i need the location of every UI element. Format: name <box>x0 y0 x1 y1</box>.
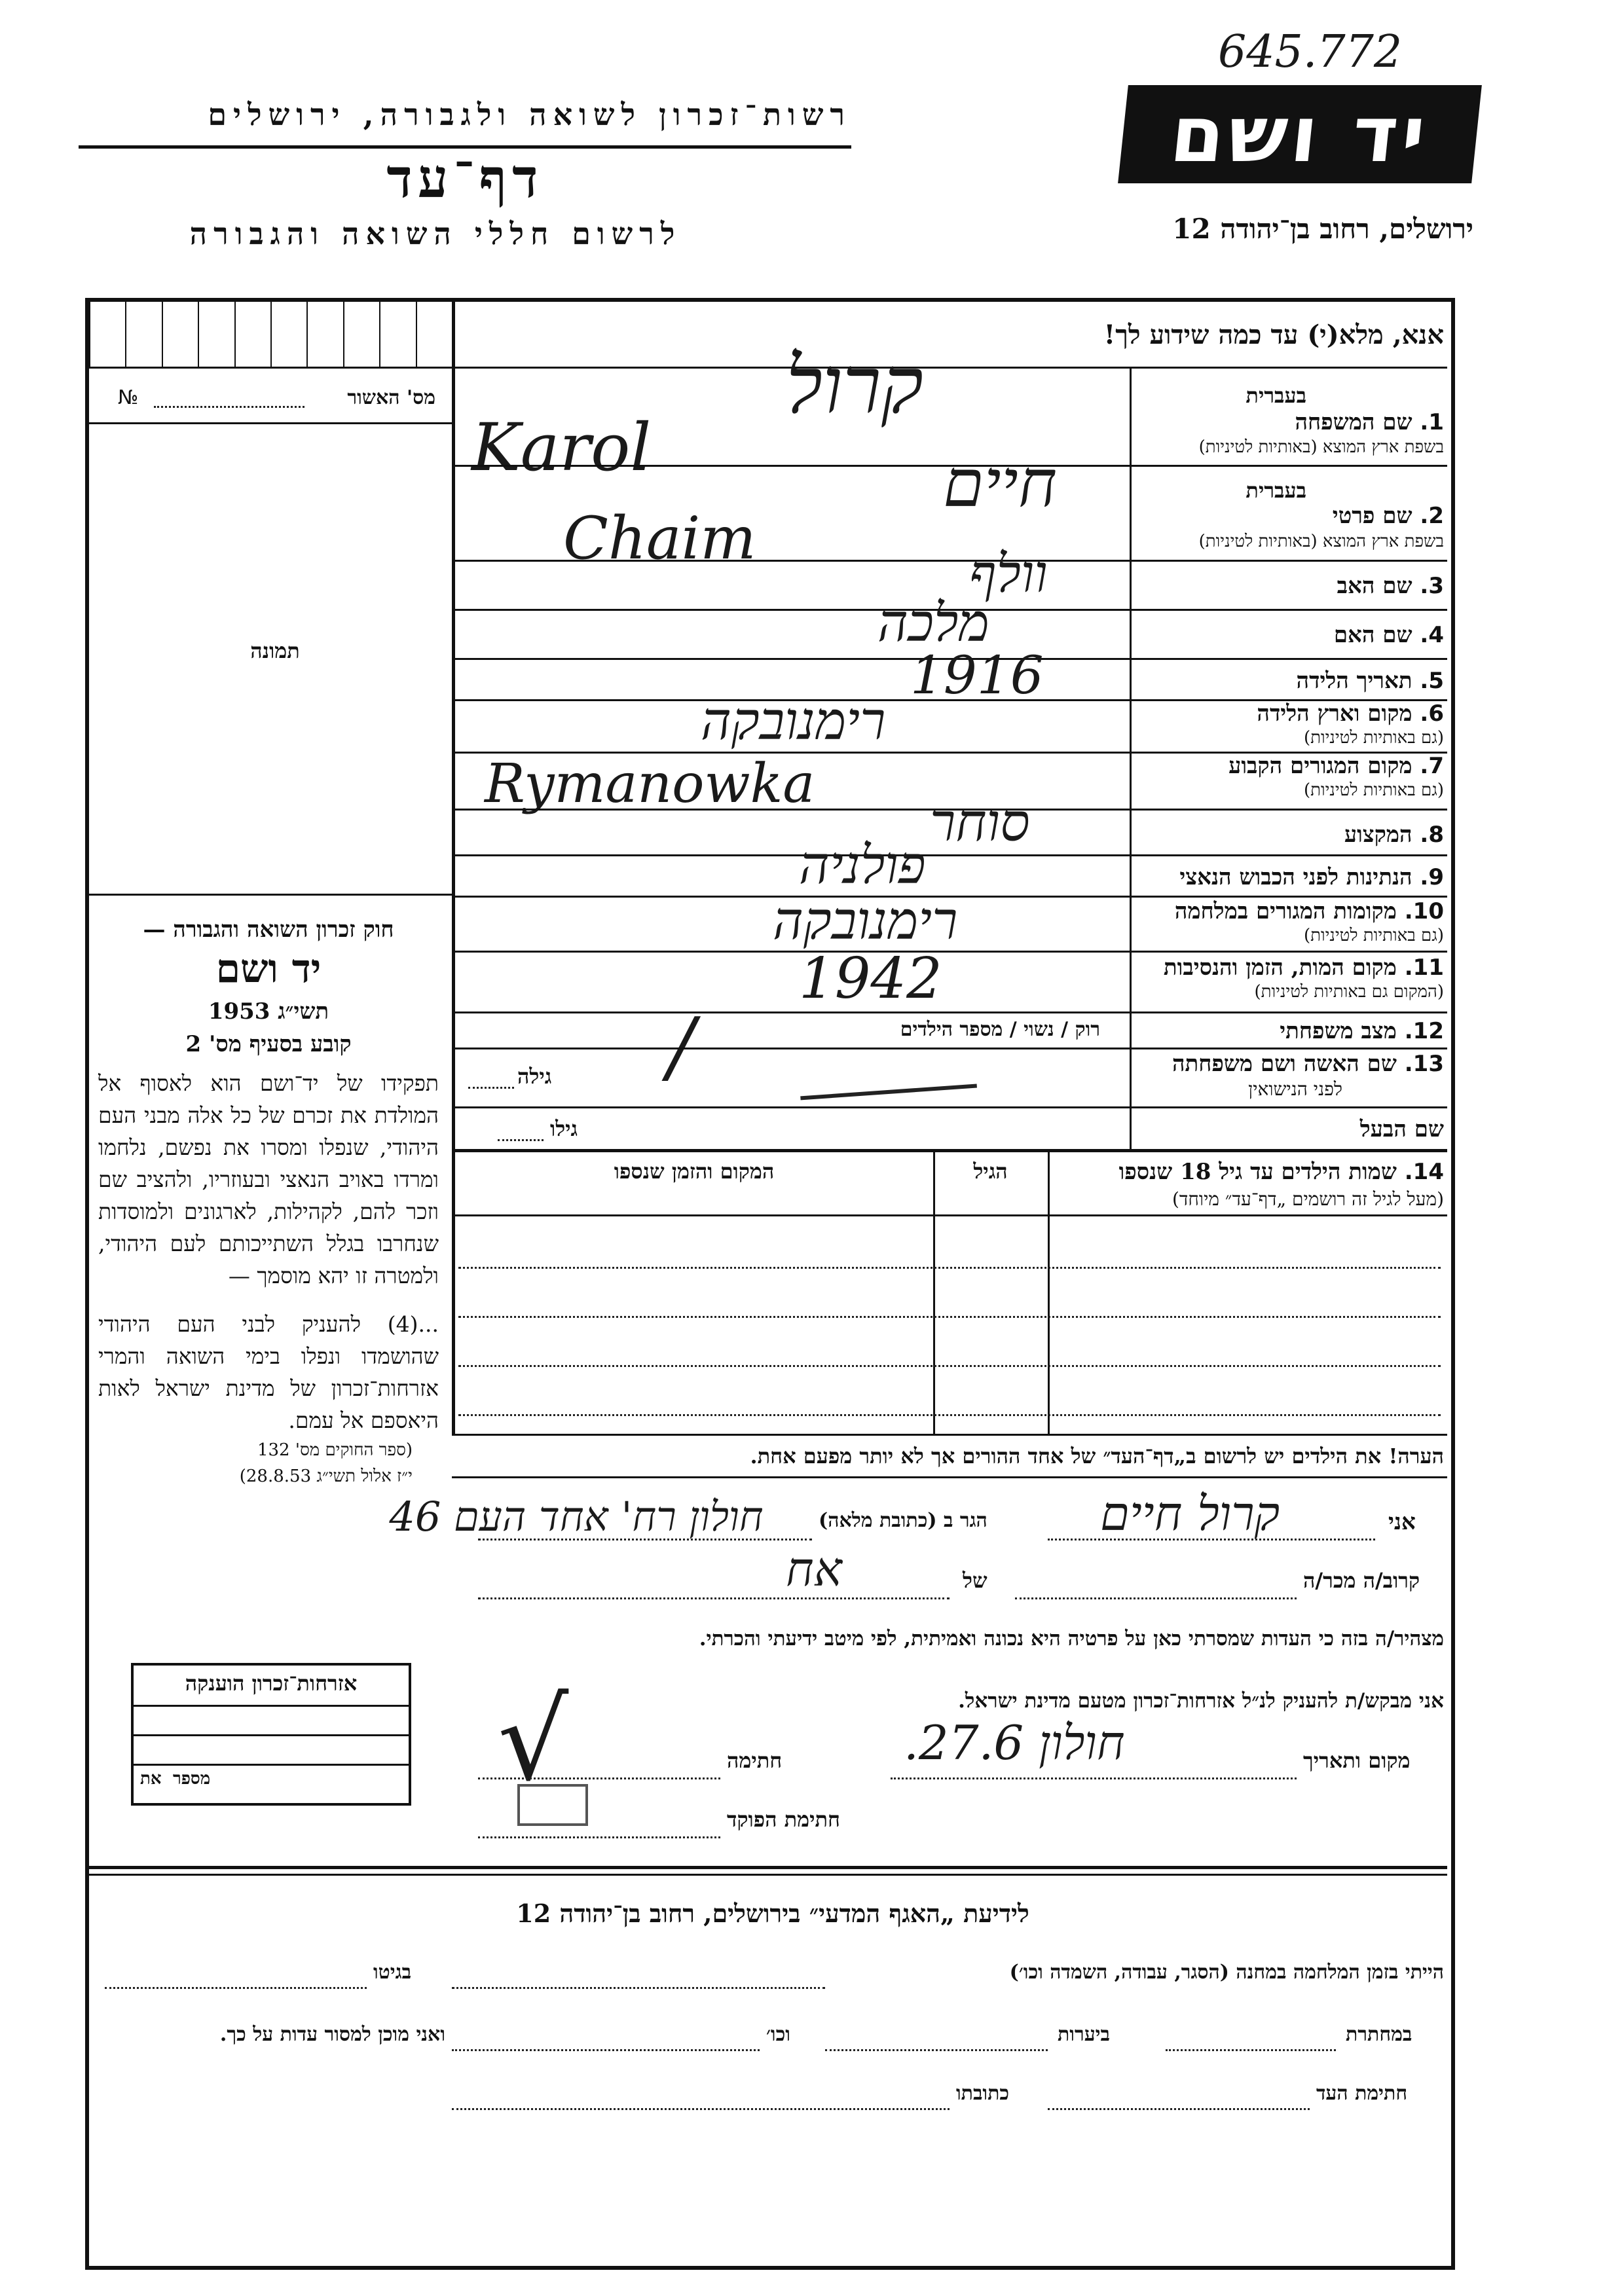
yad-vashem-logo <box>1118 85 1482 183</box>
field-7-label-text: מקום המגורים הקבוע <box>1228 753 1412 779</box>
field-10-num: 10. <box>1404 898 1444 924</box>
children-sub: (מעל לגיל זה רושמים „דף־עד״ מיוחד) <box>1172 1188 1444 1210</box>
signature-label: חתימה <box>727 1748 783 1773</box>
field-11-label-text: מקום המות, הזמן והנסיבות <box>1163 955 1397 981</box>
scientific-title: לידיעת „האגף המדעי״ בירושלים, רחוב בן־יהודה 12 <box>516 1899 1029 1928</box>
of-line <box>478 1597 950 1599</box>
field-5-label <box>1297 668 1444 694</box>
field-3-value[interactable]: וולף <box>969 543 1048 604</box>
field-12-label <box>1280 1018 1444 1044</box>
field-11-num: 11. <box>1404 955 1444 981</box>
declaration-text: מצהיר/ה בזה כי העדות שמסרתי כאן על פרטיה היא נכונה ואמיתית, לפי מיטב ידיעתי והכרתי. <box>699 1627 1444 1650</box>
field-4-label <box>1334 622 1444 648</box>
law-section: קובע בסעיף מס' 2 <box>185 1031 352 1057</box>
scientific-line1: הייתי בזמן המלחמה במחנה (הסגר, עבודה, השמדה וכו׳) <box>1009 1961 1444 1984</box>
relative-label: קרוב/ה מכר/ה <box>1303 1568 1420 1593</box>
field-11-sub: (המקום גם באותיות לטיניות) <box>1254 982 1444 1002</box>
field-13-line <box>452 1106 1447 1108</box>
etc-line <box>452 2049 760 2051</box>
witness-signature-line <box>1048 2108 1310 2110</box>
field-2-num: 2. <box>1420 503 1444 529</box>
forests-label: ביערות <box>1058 2023 1111 2046</box>
field-8-label-text: המקצוע <box>1344 822 1412 848</box>
request-text: אני מבקש/ת להעניק לנ״ל אזרחות־זכרון מטעם מדינת ישראל. <box>958 1689 1444 1713</box>
witness-address-label: כתובתו <box>956 2082 1010 2105</box>
field-7-value[interactable]: Rymanowka <box>485 753 815 815</box>
husband-age-line <box>498 1139 544 1141</box>
children-label <box>1119 1159 1444 1185</box>
citizenship-box-title: אזרחות־זכרון הוענקה <box>185 1671 358 1696</box>
children-col-place: המקום והזמן שנספו <box>614 1159 775 1184</box>
declarant-address-label: הגר ב (כתובת מלאה) <box>819 1509 987 1532</box>
children-row-1 <box>458 1267 1441 1269</box>
declarant-address[interactable]: חולון רח' אחד העם 46 <box>389 1493 764 1540</box>
officer-stamp <box>517 1784 588 1826</box>
field-9-label-text: הנתינות לפני הכבוש הנאצי <box>1179 864 1412 890</box>
field-11-line <box>452 1011 1447 1013</box>
law-ref-2: י״ז אלול תשי״ג 28.8.53) <box>239 1467 413 1486</box>
field-1-hebrew-sub: בעברית <box>1246 383 1306 408</box>
photo-label: תמונה <box>250 638 300 663</box>
children-label-text: שמות הילדים עד גיל 18 שנספו <box>1118 1159 1397 1185</box>
field-6-label-text: מקום וארץ הלידה <box>1257 701 1412 727</box>
field-10-value[interactable]: רימנובקה <box>773 890 958 951</box>
field-3-num: 3. <box>1420 573 1444 599</box>
place-date-line <box>891 1777 1297 1779</box>
children-header-line <box>452 1214 1447 1216</box>
law-ref-1: (ספר החוקים מס' 132 <box>257 1440 413 1460</box>
field-5-value[interactable]: 1916 <box>910 645 1044 706</box>
citizenship-box-row-2 <box>134 1764 409 1766</box>
field-1-num: 1. <box>1420 409 1444 435</box>
citizenship-box-divider <box>134 1705 409 1707</box>
witness-signature-label: חתימת העד <box>1316 2082 1408 2105</box>
request-checkmark: √ <box>498 1676 569 1806</box>
cert-label: מס' האשור <box>347 386 435 409</box>
field-2-latin-sub: בשפת ארץ המוצא (באותיות לטיניות) <box>1198 532 1444 551</box>
wife-age-line <box>468 1087 514 1089</box>
top-row-line <box>89 367 1447 369</box>
children-row-3 <box>458 1365 1441 1367</box>
photo-bottom-line <box>89 894 452 896</box>
children-col-divider-2 <box>933 1149 935 1434</box>
citizenship-box-no: מספר <box>173 1769 211 1789</box>
law-title: חוק זכרון השואה והגבורה — <box>143 917 394 943</box>
declarant-i-label: אני <box>1388 1509 1416 1535</box>
law-year: תשי״ג 1953 <box>208 998 329 1025</box>
ghetto-line <box>105 1987 367 1989</box>
field-1-latin-value[interactable]: Karol <box>471 409 652 486</box>
husband-label: שם הבעל <box>1359 1116 1444 1142</box>
officer-label: חתימת הפוקד <box>727 1807 840 1832</box>
field-4-num: 4. <box>1420 622 1444 648</box>
citizenship-box <box>131 1663 411 1806</box>
relative-line <box>1015 1597 1297 1599</box>
field-6-value[interactable]: רימנובקה <box>701 691 886 752</box>
field-1-latin-sub: בשפת ארץ המוצא (באותיות לטיניות) <box>1198 437 1444 457</box>
law-text: תפקידו של יד־ושם הוא לאסוף אל המולדת את זכרם של כל אלה מבני העם היהודי, שנפלו ומסרו את נפשם, נלחמו ומרדו באויב הנאצי ובעוזריו, ולהציב שם וזכר להם, לקהילות, לארגונים ולמוסדות שנחרבו בגלל השתייכותם לעם היהודי, ולמטרה זו יהא מוסמך — <box>98 1070 439 1288</box>
field-8-label <box>1344 822 1444 848</box>
etc-label: וכו׳ <box>766 2023 790 2046</box>
wife-age-label: גילה <box>517 1064 552 1089</box>
left-column-divider <box>452 298 455 1434</box>
children-num: 14. <box>1404 1159 1444 1185</box>
field-2-line <box>452 560 1447 562</box>
field-13-label-text: שם האשה ושם משפחתה <box>1172 1051 1397 1077</box>
law-name: יד ושם <box>215 946 322 992</box>
husband-line <box>452 1149 1447 1152</box>
relation-value[interactable]: אח <box>786 1542 842 1597</box>
place-date-value[interactable]: חולון 27.6. <box>904 1715 1125 1770</box>
field-8-num: 8. <box>1420 822 1444 848</box>
underground-label: במחתרת <box>1346 2023 1412 2046</box>
field-7-label <box>1228 753 1444 779</box>
field-1-label-text: שם המשפחה <box>1295 409 1412 435</box>
citizenship-box-row-1 <box>134 1734 409 1736</box>
field-2-hebrew-value[interactable]: חיים <box>943 445 1058 522</box>
children-row-2 <box>458 1316 1441 1318</box>
field-1-label <box>1295 409 1444 435</box>
field-11-label <box>1164 955 1444 981</box>
field-4-label-text: שם האם <box>1333 622 1412 648</box>
place-date-label: מקום ותאריך <box>1303 1748 1411 1773</box>
field-13-num: 13. <box>1404 1051 1444 1077</box>
field-9-num: 9. <box>1420 864 1444 890</box>
field-2-label <box>1333 503 1444 529</box>
marital-status-cross: / <box>668 1002 695 1093</box>
camp-line <box>452 1987 825 1989</box>
signature-line <box>478 1777 720 1779</box>
fields-divider <box>1130 367 1132 1149</box>
witness-address-line <box>452 2108 950 2110</box>
field-3-label <box>1337 573 1444 599</box>
field-3-label-text: שם האב <box>1337 573 1412 599</box>
husband-age-label: גילו <box>550 1116 578 1141</box>
field-6-label <box>1257 701 1444 727</box>
children-bottom-line <box>452 1434 1447 1436</box>
children-row-4 <box>458 1414 1441 1416</box>
field-5-num: 5. <box>1420 668 1444 694</box>
form-title: דף־עד <box>386 147 544 210</box>
field-4-value[interactable]: מלכה <box>877 592 989 653</box>
top-cells <box>89 302 452 367</box>
logo-text: יד ושם <box>1166 89 1433 179</box>
citizenship-box-no2: את <box>140 1769 162 1789</box>
section-rule-top <box>89 1866 1447 1869</box>
photo-top-line <box>89 422 452 424</box>
field-6-num: 6. <box>1420 701 1444 727</box>
handwritten-file-number: 645.772 <box>1218 26 1403 78</box>
field-12-label-text: מצב משפחתי <box>1280 1018 1397 1044</box>
field-5-label-text: תאריך הלידה <box>1296 668 1412 694</box>
underground-line <box>1166 2049 1336 2051</box>
field-7-sub: (גם באותיות לטיניות) <box>1303 780 1444 800</box>
officer-line <box>478 1836 720 1838</box>
testify-text: ואני מוכן למסור עדות על כך. <box>219 2023 445 2046</box>
declarant-name[interactable]: קרול חיים <box>1100 1486 1280 1541</box>
note-line <box>452 1476 1447 1478</box>
form-subtitle: לרשום חללי השואה והגבורה <box>189 216 682 251</box>
of-label: של <box>963 1568 987 1593</box>
marital-status-options[interactable]: רוק / נשוי / מספר הילדים <box>900 1018 1100 1041</box>
field-10-label-text: מקומות המגורים במלחמה <box>1174 898 1397 924</box>
field-7-num: 7. <box>1420 753 1444 779</box>
field-11-value[interactable]: 1942 <box>799 946 942 1011</box>
field-9-value[interactable]: פולניה <box>799 835 926 896</box>
field-10-sub: (גם באותיות לטיניות) <box>1303 926 1444 945</box>
field-6-sub: (גם באותיות לטיניות) <box>1303 728 1444 748</box>
field-13-sub: לפני הנישואין <box>1248 1078 1342 1100</box>
org-line: רשות־זכרון לשואה ולגבורה, ירושלים <box>208 97 851 132</box>
forests-line <box>825 2049 1048 2051</box>
field-9-label <box>1179 864 1444 890</box>
field-12-num: 12. <box>1404 1018 1444 1044</box>
field-10-label <box>1175 898 1444 924</box>
field-8-line <box>452 854 1447 856</box>
law-text-2: ...(4) להעניק לבני העם היהודי שהושמדו ונפלו בימי השואה והמרי אזרחות־זכרון של מדינת ישראל לאות היאספם אל עמם. <box>98 1311 439 1433</box>
section-rule-bottom <box>89 1874 1447 1876</box>
field-2-label-text: שם פרטי <box>1332 503 1412 529</box>
children-col-age: הגיל <box>973 1159 1008 1184</box>
cert-no-symbol: № <box>118 386 139 409</box>
field-8-value[interactable]: סוחר <box>930 792 1030 853</box>
field-2-hebrew-sub: בעברית <box>1246 478 1306 503</box>
field-13-label <box>1172 1051 1444 1077</box>
children-col-divider-1 <box>1048 1149 1050 1434</box>
intro-text: אנא, מלא(י) עד כמה שידוע לך! <box>1103 319 1444 350</box>
address: ירושלים, רחוב בן־יהודה 12 <box>1172 213 1473 245</box>
field-10-line <box>452 951 1447 953</box>
field-2-latin-value[interactable]: Chaim <box>563 504 756 573</box>
cert-number-line <box>154 406 304 408</box>
children-note: הערה! את הילדים יש לרשום ב„דף־העד״ של אחד ההורים אך לא יותר מפעם אחת. <box>750 1444 1444 1468</box>
ghetto-label: בגיטו <box>373 1961 412 1984</box>
field-1-hebrew-value[interactable]: קרול <box>786 340 923 431</box>
